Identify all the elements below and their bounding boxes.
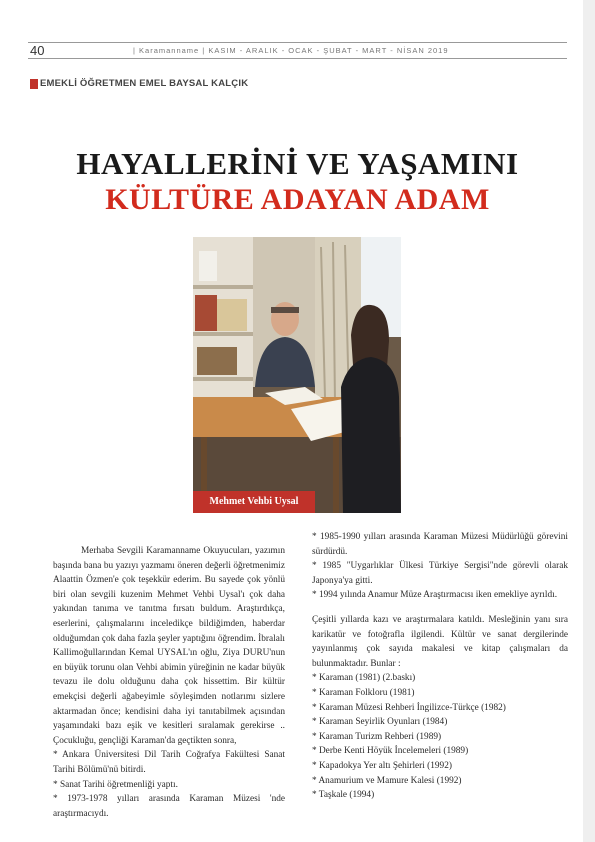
book-item: * Karaman Turizm Rehberi (1989) [312,731,442,742]
list-item: * 1985 "Uygarlıklar Ülkesi Türkiye Sergisi"nde görevli olarak Japonya'ya gitti. [312,561,568,586]
author-name: EMEKLİ ÖĞRETMEN EMEL BAYSAL KALÇIK [40,78,249,89]
author-byline [30,78,248,89]
list-item: * 1994 yılında Anamur Müze Araştırmacısı iken emekliye ayrıldı. [312,590,558,601]
book-item: * Karaman Seyirlik Oyunları (1984) [312,717,448,728]
book-item: * Karaman (1981) (2.baskı) [312,673,416,684]
article-title-line2: KÜLTÜRE ADAYAN ADAM [105,183,490,216]
works-paragraph: Çeşitli yıllarda kazı ve araştırmalara katıldı. Mesleğinin yanı sıra karikatür ve fotoğrafla ilgilendi. Kültür ve sanat dergilerinde yayınlanmış çok sayıda makalesi ve kitap çalışmaları da bulunmaktadır. Bunlar : [312,614,568,669]
running-head: | Karamanname | KASIM - ARALIK - OCAK - ŞUBAT - MART - NİSAN 2019 [133,46,449,55]
book-item: * Karaman Müzesi Rehberi İngilizce-Türkçe (1982) [312,702,506,713]
list-item: * Ankara Üniversitesi Dil Tarih Coğrafya Fakültesi Sanat Tarihi Bölümü'nü bitirdi. [53,750,285,775]
page-edge-bar [583,0,595,842]
book-item: * Taşkale (1994) [312,790,375,801]
article-title-line1: HAYALLERİNİ VE YAŞAMINI [76,146,519,181]
list-item: * 1973-1978 yılları arasında Karaman Müzesi 'nde araştırmacıydı. [53,794,285,819]
spacer [312,603,568,613]
byline-marker [30,79,38,89]
right-column [312,530,568,803]
header-rule-top [28,42,567,43]
book-item: * Derbe Kenti Höyük İncelemeleri (1989) [312,746,469,757]
photo-illustration [193,237,401,513]
article-photo [193,237,401,513]
book-item: * Kapadokya Yer altı Şehirleri (1992) [312,760,452,771]
book-item: * Anamurium ve Mamure Kalesi (1992) [312,775,462,786]
intro-paragraph: Merhaba Sevgili Karamanname Okuyucuları, yazımın başında bana bu yazıyı yazmamı öneren değerli öğretmenimiz Alaattin Özmen'e çok teşekkür ederim. Bu sayede çok yönlü biri olan sevgili kuzenim Mehmet Vehbi Uysal'ı çok daha yakından tanıma ve tanıtma fırsatı buldum. Araştırdıkça, eserlerini, çalışmalarını inceledikçe bildiğimden, haberdar olduğumdan çok daha fazla şeyler yaptığını öğrendim. İbralalı Kallimoğullarından Kemal UYSAL'ın oğlu, Ziya DURU'nun en büyük torunu olan Vehbi abimin yüreğinin ne kadar büyük tevazu ile dolu olduğunu daha çok hissettim. Bir kültür emekçisi değerli ağabeyimle söyleşimden notlarımı sizlere aktarmadan önce; kendisini daha iyi tanıtabilmek açısından yaşamındaki bazı eşik ve kesitleri sıralamak gerekirse .. Çocukluğu, gençliği Karaman'da geçtikten sonra, [53,546,285,746]
header-rule-bottom [28,58,567,59]
list-item: * 1985-1990 yılları arasında Karaman Müzesi Müdürlüğü görevini sürdürdü. [312,532,568,557]
list-item: * Sanat Tarihi öğretmenliği yaptı. [53,779,178,790]
left-column [53,544,285,821]
page-number: 40 [30,43,45,58]
book-item: * Karaman Folkloru (1981) [312,687,415,698]
photo-caption: Mehmet Vehbi Uysal [193,491,315,513]
